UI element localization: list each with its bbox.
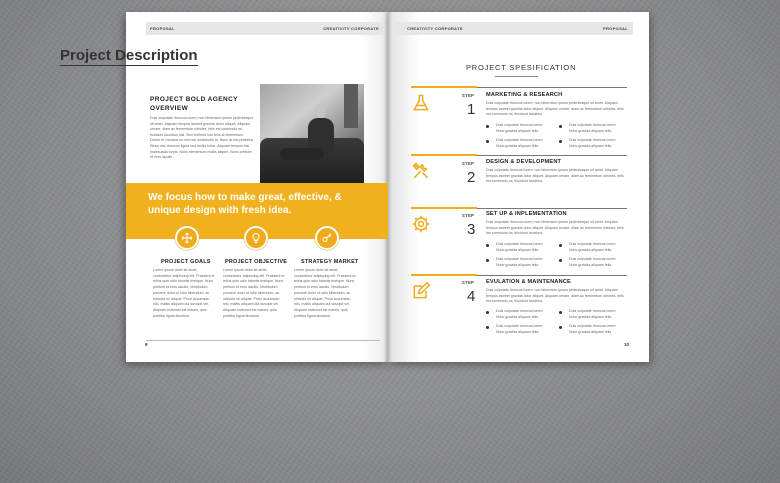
step-1-number: 1 bbox=[467, 101, 476, 118]
step-3-rule bbox=[477, 208, 627, 209]
left-header-brand: CREATIVITY CORPORATE bbox=[323, 26, 379, 31]
step-1-bullet-4: Duis vulputate rhoncus lorem Nunc gravida aliquam felis. bbox=[569, 138, 616, 148]
right-page-number: 10 bbox=[624, 342, 630, 347]
step-3-bullet-2: Duis vulputate rhoncus lorem Nunc gravida aliquam felis. bbox=[569, 242, 616, 252]
step-2-text: Duis vulputate rhoncus lorem, non bibendum ipsum pellentesque sit amet. Aliquam tempus laoreet gravida dolor aliquet. Aliquam ornare, diam ac fermentum ultricies, felis est commodo mi, tincidunt faucibus. bbox=[486, 168, 624, 183]
step-4-label: STEP bbox=[462, 280, 475, 285]
bullet-dot bbox=[559, 244, 562, 247]
left-footer-rule bbox=[146, 340, 380, 341]
step-4-heading: EVULATION & MAINTENANCE bbox=[486, 279, 571, 285]
step-3-label: STEP bbox=[462, 213, 475, 218]
objective-text: Lorem ipsum dolor sit amet, consectetur adipiscing elit. Praesent et tellus quis odio lobortis tristique. Nunc pretium et eros iaculis. Vestibulum posuere dolor ut odio bibendum, ac ultricies mi aliquet. Proin accumsan nisl, mattis aliquam dui suscipit vel. Aliquam euismod est mauris, quis porttitor ligula tincidunt. bbox=[223, 268, 285, 318]
step-2-heading: DESIGN & DEVELOPMENT bbox=[486, 159, 562, 165]
step-4-bullet-3: Duis vulputate rhoncus lorem Nunc gravida aliquam felis. bbox=[496, 324, 543, 334]
bullet-dot bbox=[559, 125, 562, 128]
step-4-bullet-4: Duis vulputate rhoncus lorem Nunc gravida aliquam felis. bbox=[569, 324, 616, 334]
step-1-rule bbox=[477, 87, 627, 88]
bullet-dot bbox=[559, 140, 562, 143]
step-4-accent bbox=[411, 274, 477, 276]
step-3-bullet-3: Duis vulputate rhoncus lorem Nunc gravida aliquam felis. bbox=[496, 257, 543, 267]
bullet-dot bbox=[486, 244, 489, 247]
goals-text: Lorem ipsum dolor sit amet, consectetur adipiscing elit. Praesent et tellus quis odio lobortis tristique. Nunc pretium et eros iaculis. Vestibulum posuere dolor ut odio bibendum, ac ultricies mi aliquet. Proin accumsan nisl, mattis aliquam dui suscipit vel. Aliquam euismod est mauris, quis porttitor ligula tincidunt. bbox=[153, 268, 215, 318]
step-2-label: STEP bbox=[462, 161, 475, 166]
strategy-text: Lorem ipsum dolor sit amet, consectetur adipiscing elit. Praesent et tellus quis odio lobortis tristique. Nunc pretium et eros iaculis. Vestibulum posuere dolor ut odio bibendum, ac ultricies mi aliquet. Proin accumsan nisl, mattis aliquam dui suscipit vel. Aliquam euismod est mauris, quis porttitor ligula tincidunt. bbox=[294, 268, 356, 318]
move-arrows-icon bbox=[175, 226, 199, 250]
step-3-bullet-1: Duis vulputate rhoncus lorem Nunc gravida aliquam felis. bbox=[496, 242, 543, 252]
step-1-heading: MARKETING & RESEARCH bbox=[486, 92, 563, 98]
bullet-dot bbox=[559, 259, 562, 262]
step-3-accent bbox=[411, 207, 477, 209]
tools-icon bbox=[411, 161, 431, 181]
banner-text: We focus how to make great, effective, & unique design with fresh idea. bbox=[148, 192, 342, 216]
key-icon bbox=[315, 226, 339, 250]
gear-icon bbox=[411, 214, 431, 234]
office-photo bbox=[260, 84, 364, 184]
step-2-accent bbox=[411, 154, 477, 156]
bullet-dot bbox=[486, 125, 489, 128]
step-4-rule bbox=[477, 275, 627, 276]
right-running-header bbox=[395, 22, 633, 35]
right-header-brand: CREATIVITY CORPORATE bbox=[407, 26, 463, 31]
objective-title: PROJECT OBJECTIVE bbox=[225, 259, 288, 265]
bullet-dot bbox=[559, 326, 562, 329]
step-1-accent bbox=[411, 86, 477, 88]
strategy-title: STRATEGY MARKET bbox=[301, 259, 359, 265]
step-2-number: 2 bbox=[467, 169, 476, 186]
left-page-number: 9 bbox=[145, 342, 148, 347]
page-title: Project Description bbox=[60, 47, 198, 64]
step-3-bullet-4: Duis vulputate rhoncus lorem Nunc gravida aliquam felis. bbox=[569, 257, 616, 267]
bullet-dot bbox=[486, 311, 489, 314]
edit-icon bbox=[411, 281, 431, 301]
overview-paragraph: Duis vulputate rhoncus lorem, non bibendum ipsum pellentesque sit amet. Aliquam tempus laoreet gravida dolor aliquet. Aliquam ornare, diam ac fermentum ultricies, felis est commodo mi, tincidunt faucibus nisl. Sed eleifend non felis at elementum. Donec et rhoncus eu nisi nec sollicitudin id. Nunc at nisi pharetra. Etiam nec rhoncus ligula sed mollis tortor. Aliquam tempus nisi malesuada turpis. Nunc elementum mollis aliquet. Nunc pretium et eros iaculis. bbox=[150, 116, 254, 160]
overview-heading: PROJECT BOLD AGENCY OVERVIEW bbox=[150, 96, 238, 112]
lightbulb-icon bbox=[244, 226, 268, 250]
left-running-header bbox=[146, 22, 383, 35]
step-1-bullet-1: Duis vulputate rhoncus lorem Nunc gravida aliquam felis. bbox=[496, 123, 543, 133]
bullet-dot bbox=[559, 311, 562, 314]
step-3-heading: SET UP & INPLEMENTATION bbox=[486, 211, 567, 217]
step-1-text: Duis vulputate rhoncus lorem, non bibendum ipsum pellentesque sit amet. Aliquam tempus laoreet gravida dolor aliquet. Aliquam ornare, diam ac fermentum ultricies, felis est commodo mi, tincidunt faucibus. bbox=[486, 101, 624, 116]
step-4-bullet-1: Duis vulputate rhoncus lorem Nunc gravida aliquam felis. bbox=[496, 309, 543, 319]
bullet-dot bbox=[486, 326, 489, 329]
step-1-label: STEP bbox=[462, 93, 475, 98]
flask-icon bbox=[411, 93, 431, 113]
left-header-label: PROPOSAL bbox=[150, 26, 175, 31]
right-header-label: PROPOSAL bbox=[603, 26, 628, 31]
step-3-number: 3 bbox=[467, 221, 476, 238]
step-1-bullet-2: Duis vulputate rhoncus lorem Nunc gravida aliquam felis. bbox=[569, 123, 616, 133]
bullet-dot bbox=[486, 140, 489, 143]
step-4-number: 4 bbox=[467, 288, 476, 305]
spec-title-rule bbox=[495, 76, 538, 77]
step-3-text: Duis vulputate rhoncus lorem, non bibendum ipsum pellentesque sit amet. Aliquam tempus laoreet gravida dolor aliquet. Aliquam ornare, diam ac fermentum ultricies, felis est commodo mi, tincidunt faucibus. bbox=[486, 220, 624, 235]
step-4-text: Duis vulputate rhoncus lorem, non bibendum ipsum pellentesque sit amet. Aliquam tempus laoreet gravida dolor aliquet. Aliquam ornare, diam ac fermentum ultricies, felis est commodo mi, tincidunt faucibus. bbox=[486, 288, 624, 303]
spec-title: PROJECT SPESIFICATION bbox=[466, 63, 577, 72]
bullet-dot bbox=[486, 259, 489, 262]
goals-title: PROJECT GOALS bbox=[161, 259, 211, 265]
step-4-bullet-2: Duis vulputate rhoncus lorem Nunc gravida aliquam felis. bbox=[569, 309, 616, 319]
step-1-bullet-3: Duis vulputate rhoncus lorem Nunc gravida aliquam felis. bbox=[496, 138, 543, 148]
step-2-rule bbox=[477, 155, 627, 156]
